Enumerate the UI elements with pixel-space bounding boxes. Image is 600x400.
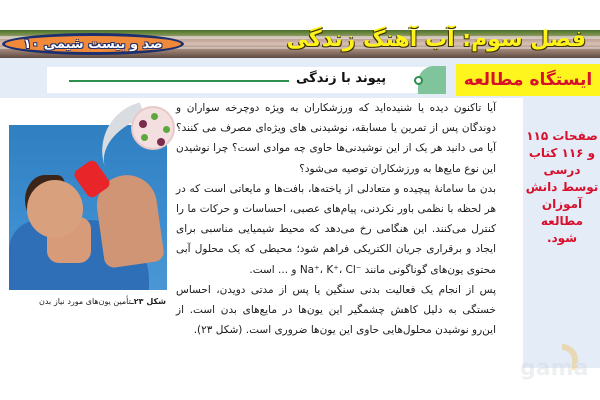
paragraph: پس از انجام یک فعالیت بدنی سنگین یا پس از مدتی دویدن، احساس خستگی به دلیل کاهش چشمگیر این یون‌ها در مایع‌های بدن است. از این‌رو نوشیدن محلول‌هایی حاوی این یون‌ها ضروری است. (شکل ۲۳). bbox=[176, 283, 496, 337]
paragraph: آیا تاکنون دیده یا شنیده‌اید که ورزشکاران به ویژه دوچرخه سواران و دوندگان پس از تمرین یا مسابقه، نوشیدنی های ویژه‌ای مصرف می کنند؟ آیا می دانید هر یک از این نوشیدنی‌ها حاوی چه موادی است؟ چرا نوشیدن این نوع مایع‌ها به ورزشکاران توصیه می‌شود؟ bbox=[176, 102, 496, 175]
side-note: صفحات ۱۱۵ و ۱۱۶ کتاب درسی توسط دانش آموزان مطالعه شود. bbox=[525, 129, 599, 245]
chapter-title: فصل سوم: آب آهنگ زندگی bbox=[286, 27, 586, 52]
study-station-badge bbox=[456, 64, 600, 96]
book-badge bbox=[2, 33, 184, 55]
book-badge-label: صد و بیست شیمی ۱۰ bbox=[23, 36, 163, 52]
watermark-logo bbox=[520, 340, 600, 380]
figure-caption-text: تأمین یون‌های مورد نیاز بدن bbox=[38, 297, 132, 306]
watermark-text: gama bbox=[520, 356, 589, 381]
paragraph: بدن ما سامانهٔ پیچیده و متعادلی از یاخته‌ها، بافت‌ها و مایعاتی است که در هر لحظه با نظمی باور نکردنی، پیام‌های عصبی، احساسات و حرکات ما را کنترل می‌کنند. این هنگامی رخ می‌دهد که محیط شیمیایی مناسبی برای ایجاد و برقراری جریان الکتریکی فراهم شود؛ محیطی که یک محلول آبی محتوی یون‌های گوناگونی مانند ‎Na⁺، K⁺، Cl⁻‎ و ... است. bbox=[176, 182, 496, 276]
life-link-line bbox=[69, 80, 289, 82]
study-station-label: ایستگاه مطالعه bbox=[463, 70, 593, 90]
head-shape bbox=[27, 180, 83, 238]
body-text bbox=[176, 98, 496, 340]
ion-molecule-icon bbox=[131, 106, 175, 150]
circle-bullet-icon bbox=[414, 76, 423, 85]
figure-number: شکل ۲۳ـ bbox=[131, 297, 166, 306]
life-link-label: پیوند با زندگی bbox=[296, 71, 387, 86]
figure-caption bbox=[16, 297, 166, 306]
